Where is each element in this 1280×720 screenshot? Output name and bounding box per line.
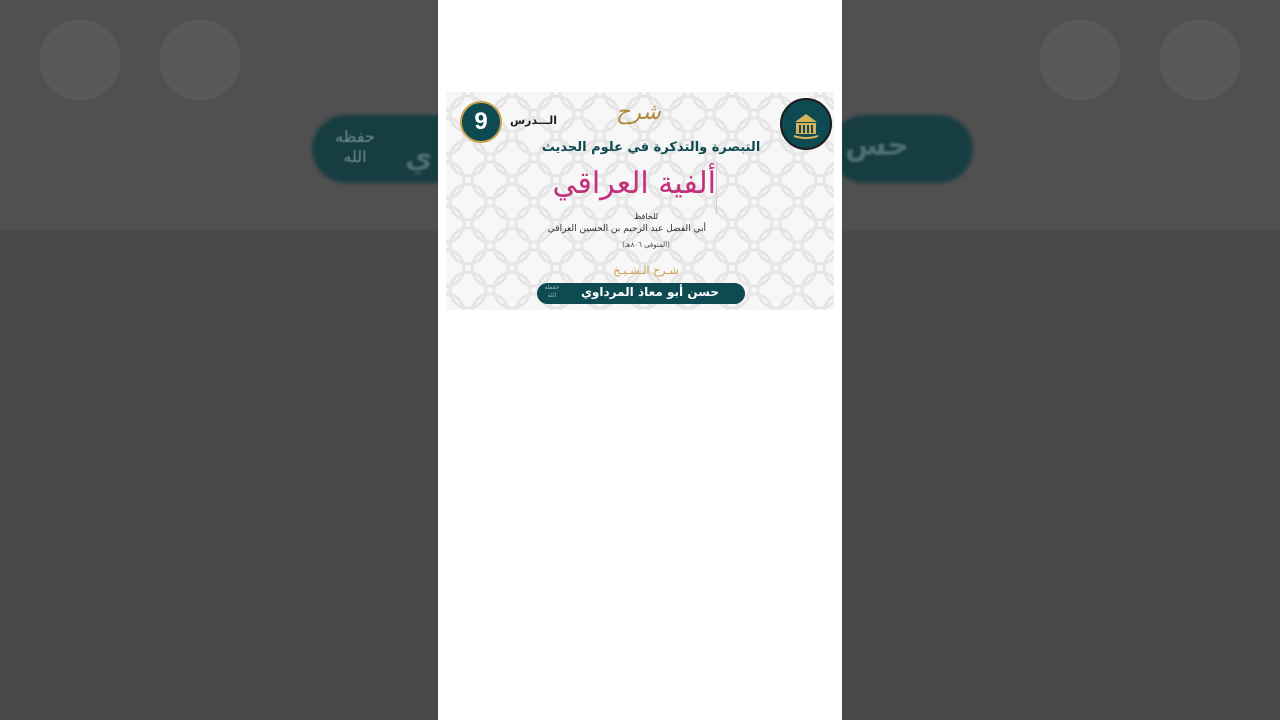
- background-pill-left-text: حفظه الله: [335, 127, 375, 166]
- background-pill-left-big: ي: [405, 140, 433, 175]
- book-title: ألفية العراقي: [552, 166, 716, 201]
- sheikh-name-pill: [537, 283, 745, 304]
- sharh-calligraphy: شرح: [616, 100, 661, 125]
- background-pill-right-big: حس: [845, 128, 910, 163]
- lesson-number-badge: 9: [460, 101, 502, 143]
- video-frame[interactable]: [438, 0, 842, 720]
- sheikh-name: حسن أبو معاذ المرداوي: [580, 285, 719, 299]
- school-logo-icon: [780, 98, 832, 150]
- lesson-card: [446, 92, 834, 310]
- hafiz-label: للحافظ: [633, 212, 659, 221]
- explanation-label: شـرح الـشـيـخ: [613, 264, 679, 277]
- book-subtitle: التبصرة والتذكرة في علوم الحديث: [541, 140, 761, 155]
- author-name: أبي الفضل عبد الرحيم بن الحسين العراقي: [547, 224, 706, 234]
- title-divider: [716, 164, 717, 214]
- author-death-date: (المتوفى ٨٠٦هـ): [622, 241, 670, 249]
- lesson-label: الـــدرس: [510, 114, 558, 127]
- hafizahu-label: حفظه الله: [544, 284, 560, 299]
